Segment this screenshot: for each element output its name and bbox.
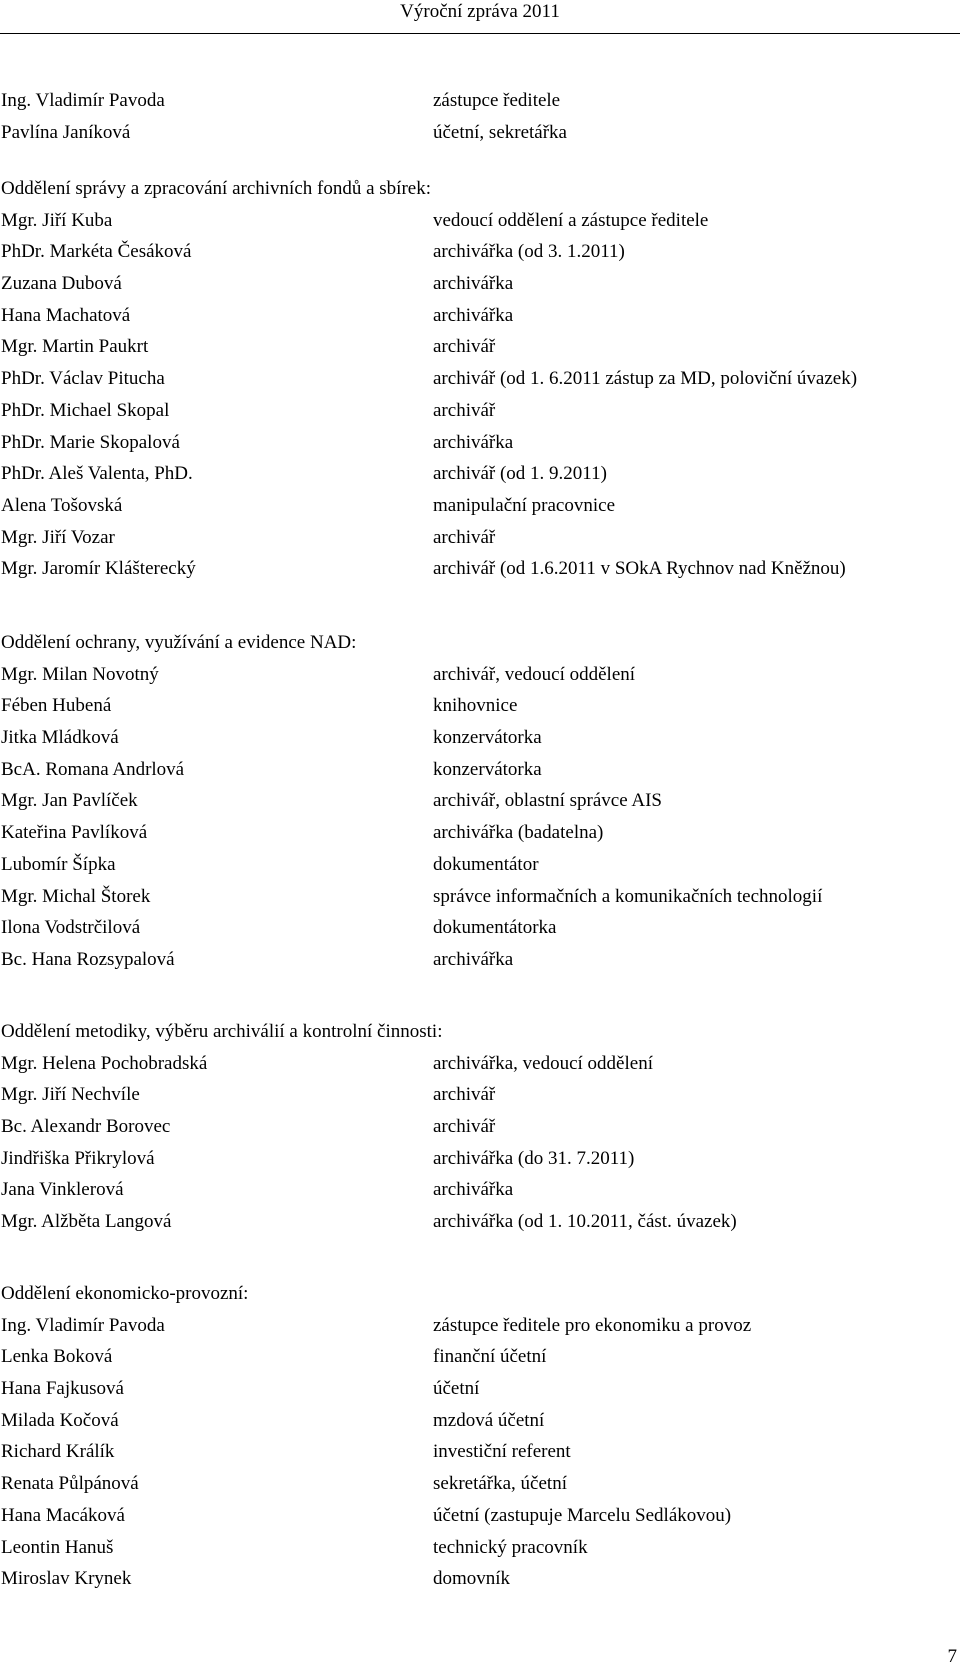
staff-role: archivářka: [433, 273, 514, 295]
staff-role: účetní (zastupuje Marcelu Sedlákovou): [433, 1504, 732, 1526]
staff-role: konzervátorka: [433, 727, 542, 749]
staff-row: [1, 335, 941, 367]
staff-name: Hana Fajkusová: [1, 1378, 124, 1400]
staff-role: konzervátorka: [433, 758, 542, 780]
staff-name: Hana Macáková: [1, 1504, 125, 1526]
staff-name: PhDr. Marie Skopalová: [1, 431, 180, 453]
top-staff-list: [1, 89, 941, 152]
staff-role: archivářka (do 31. 7.2011): [433, 1147, 635, 1169]
section-title: Oddělení ekonomicko-provozní:: [1, 1283, 249, 1304]
staff-row: [1, 1052, 941, 1084]
staff-role: dokumentátorka: [433, 917, 557, 939]
staff-role: archivář: [433, 1084, 496, 1106]
staff-row: [1, 367, 941, 399]
staff-row: [1, 494, 941, 526]
staff-role: archivář (od 1.6.2011 v SOkA Rychnov nad Kněžnou): [433, 558, 846, 580]
staff-name: Fében Hubená: [1, 695, 112, 717]
staff-role: archivář (od 1. 6.2011 zástup za MD, poloviční úvazek): [433, 368, 858, 390]
staff-role: archivářka: [433, 1179, 514, 1201]
staff-role: archivářka (od 3. 1.2011): [433, 241, 625, 263]
staff-role: technický pracovník: [433, 1536, 588, 1558]
staff-row: [1, 758, 941, 790]
staff-name: Mgr. Jiří Nechvíle: [1, 1084, 140, 1106]
staff-name: Lubomír Šípka: [1, 853, 116, 875]
staff-row: [1, 885, 941, 917]
page-number: 7: [947, 1646, 957, 1667]
staff-row: [1, 1536, 941, 1568]
staff-role: archivářka, vedoucí oddělení: [433, 1052, 653, 1074]
staff-name: Mgr. Alžběta Langová: [1, 1211, 172, 1233]
staff-name: Renata Půlpánová: [1, 1473, 139, 1495]
staff-role: sekretářka, účetní: [433, 1473, 567, 1495]
staff-row: [1, 726, 941, 758]
staff-row: [1, 1345, 941, 1377]
staff-row: [1, 1314, 941, 1346]
staff-row: [1, 948, 941, 980]
staff-name: Bc. Hana Rozsypalová: [1, 948, 175, 970]
staff-row: [1, 1567, 941, 1599]
page-header: Výroční zpráva 2011: [400, 1, 560, 22]
staff-row: [1, 1178, 941, 1210]
section-methodology: [1, 1020, 941, 1242]
staff-name: Leontin Hanuš: [1, 1536, 114, 1558]
staff-role: knihovnice: [433, 695, 518, 717]
staff-row: [1, 89, 941, 121]
staff-name: Mgr. Jiří Vozar: [1, 526, 115, 548]
staff-name: Jindřiška Přikrylová: [1, 1147, 155, 1169]
staff-row: [1, 1147, 941, 1179]
staff-row: [1, 431, 941, 463]
section-title: Oddělení správy a zpracování archivních fondů a sbírek:: [1, 178, 431, 199]
staff-name: Mgr. Helena Pochobradská: [1, 1052, 208, 1074]
staff-role: archivářka (badatelna): [433, 822, 604, 844]
section-title: Oddělení metodiky, výběru archiválií a kontrolní činnosti:: [1, 1021, 443, 1042]
staff-name: Milada Kočová: [1, 1409, 119, 1431]
staff-role: finanční účetní: [433, 1346, 547, 1368]
staff-row: [1, 121, 941, 153]
staff-row: [1, 557, 941, 589]
section-records-processing: [1, 177, 941, 589]
staff-name: Ing. Vladimír Pavoda: [1, 90, 165, 111]
staff-name: Zuzana Dubová: [1, 273, 122, 295]
staff-name: Miroslav Krynek: [1, 1568, 132, 1590]
staff-row: [1, 1115, 941, 1147]
staff-role: účetní: [433, 1378, 480, 1400]
staff-name: PhDr. Václav Pitucha: [1, 368, 165, 390]
staff-row: [1, 663, 941, 695]
staff-row: [1, 209, 941, 241]
staff-role: mzdová účetní: [433, 1409, 545, 1431]
staff-role: vedoucí oddělení a zástupce ředitele: [433, 209, 709, 231]
staff-role: archivář: [433, 1116, 496, 1138]
staff-row: [1, 1504, 941, 1536]
staff-name: Richard Králík: [1, 1441, 115, 1463]
staff-role: archivář: [433, 336, 496, 358]
staff-name: Hana Machatová: [1, 304, 131, 326]
staff-row: [1, 526, 941, 558]
staff-name: Mgr. Jaromír Klášterecký: [1, 558, 196, 580]
staff-row: [1, 789, 941, 821]
staff-role: investiční referent: [433, 1441, 571, 1463]
staff-role: manipulační pracovnice: [433, 494, 616, 516]
staff-name: Pavlína Janíková: [1, 121, 131, 143]
staff-name: BcA. Romana Andrlová: [1, 758, 185, 780]
staff-name: Alena Tošovská: [1, 494, 123, 516]
section-protection-usage: [1, 631, 941, 980]
staff-name: Ilona Vodstrčilová: [1, 917, 141, 939]
staff-row: [1, 1472, 941, 1504]
staff-role: archivář: [433, 526, 496, 548]
staff-name: Bc. Alexandr Borovec: [1, 1116, 171, 1138]
staff-row: [1, 1440, 941, 1472]
staff-role: archivářka: [433, 948, 514, 970]
staff-row: [1, 399, 941, 431]
staff-role: archivářka: [433, 431, 514, 453]
staff-role: archivářka (od 1. 10.2011, část. úvazek): [433, 1211, 737, 1233]
staff-row: [1, 1377, 941, 1409]
staff-row: [1, 240, 941, 272]
staff-row: [1, 304, 941, 336]
staff-row: [1, 1210, 941, 1242]
staff-role: dokumentátor: [433, 853, 539, 875]
staff-row: [1, 1409, 941, 1441]
staff-row: [1, 694, 941, 726]
staff-name: Mgr. Jiří Kuba: [1, 209, 113, 231]
staff-role: archivář, oblastní správce AIS: [433, 790, 662, 812]
section-title: Oddělení ochrany, využívání a evidence NAD:: [1, 632, 357, 653]
staff-role: správce informačních a komunikačních technologií: [433, 885, 823, 907]
staff-role: archivář (od 1. 9.2011): [433, 463, 607, 485]
staff-row: [1, 462, 941, 494]
staff-name: Kateřina Pavlíková: [1, 822, 148, 844]
staff-name: Mgr. Martin Paukrt: [1, 336, 149, 358]
staff-role: archivář: [433, 399, 496, 421]
staff-name: PhDr. Aleš Valenta, PhD.: [1, 463, 193, 485]
staff-name: Mgr. Jan Pavlíček: [1, 790, 138, 812]
staff-role: domovník: [433, 1568, 511, 1590]
staff-role: zástupce ředitele: [433, 90, 561, 111]
staff-name: PhDr. Michael Skopal: [1, 399, 170, 421]
section-economic-operations: [1, 1282, 941, 1599]
staff-row: [1, 821, 941, 853]
staff-row: [1, 916, 941, 948]
staff-row: [1, 1083, 941, 1115]
staff-name: Jana Vinklerová: [1, 1179, 124, 1201]
staff-name: PhDr. Markéta Česáková: [1, 241, 192, 263]
staff-row: [1, 272, 941, 304]
staff-name: Lenka Boková: [1, 1346, 113, 1368]
staff-role: archivářka: [433, 304, 514, 326]
staff-row: [1, 853, 941, 885]
staff-name: Mgr. Milan Novotný: [1, 663, 159, 685]
staff-name: Ing. Vladimír Pavoda: [1, 1314, 165, 1336]
staff-role: zástupce ředitele pro ekonomiku a provoz: [433, 1314, 752, 1336]
staff-role: účetní, sekretářka: [433, 121, 567, 143]
header-divider: [0, 33, 960, 34]
staff-role: archivář, vedoucí oddělení: [433, 663, 636, 685]
staff-name: Jitka Mládková: [1, 727, 119, 749]
staff-name: Mgr. Michal Štorek: [1, 885, 151, 907]
